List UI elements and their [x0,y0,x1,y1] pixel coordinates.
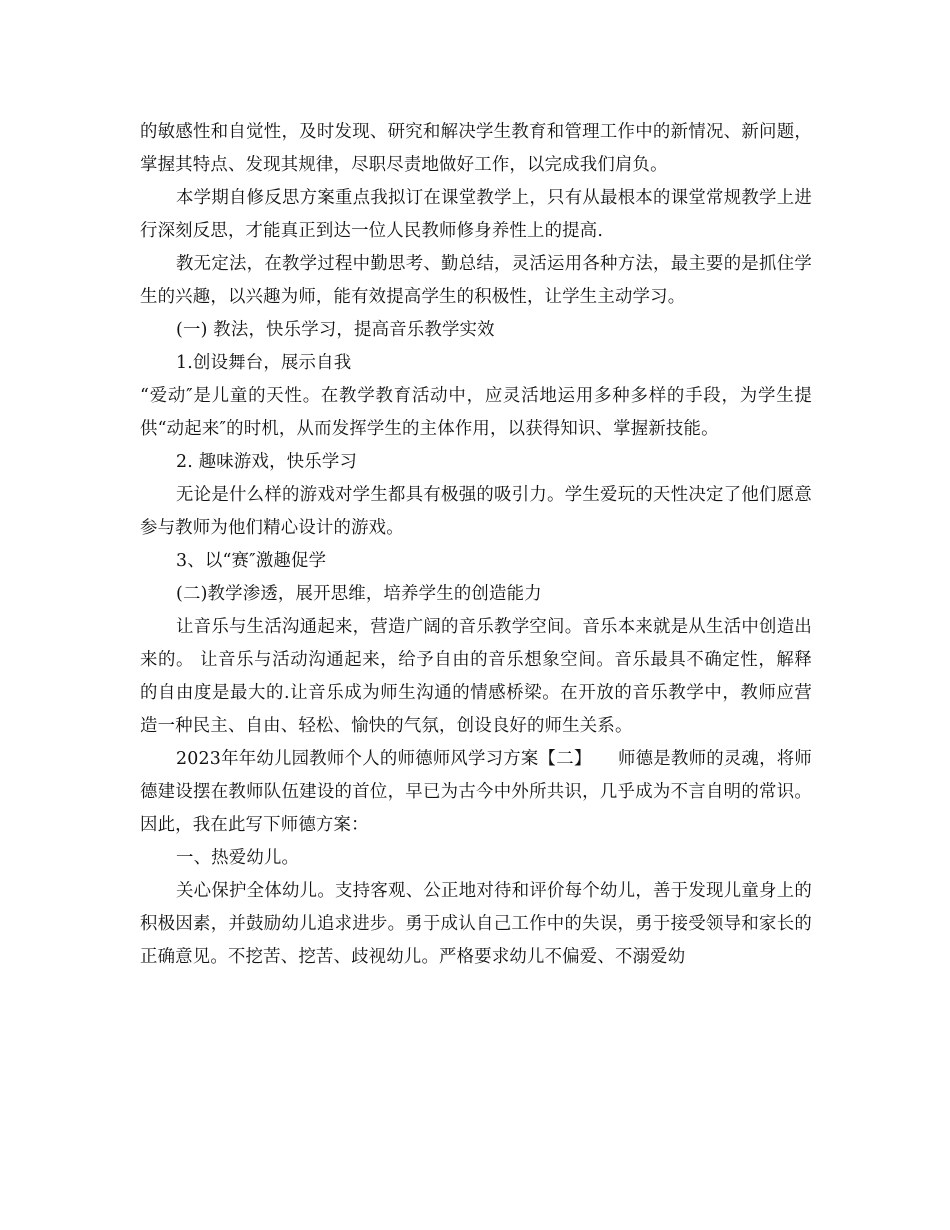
subheading-2: 2. 趣味游戏，快乐学习 [176,452,358,472]
paragraph-5: 无论是什么样的游戏对学生都具有极强的吸引力。学生爱玩的天性决定了他们愿意参与教师为他们精心设计的游戏。 [140,485,812,538]
document-body [140,116,812,974]
subheading-1: 1.创设舞台，展示自我 [176,353,352,373]
paragraph-8: 关心保护全体幼儿。支持客观、公正地对待和评价每个幼儿，善于发现儿童身上的积极因素，并鼓励幼儿追求进步。勇于成认自己工作中的失误，勇于接受领导和家长的正确意见。不挖苦、挖苦、歧视幼儿。严格要求幼儿不偏爱、不溺爱幼 [140,881,812,967]
paragraph-7: 2023年年幼儿园教师个人的师德师风学习方案【二】 师德是教师的灵魂，将师德建设摆在教师队伍建设的首位，早已为古今中外所共识，几乎成为不言自明的常识。因此，我在此写下师德方案： [140,749,812,835]
paragraph-6: 让音乐与生活沟通起来，营造广阔的音乐教学空间。音乐本来就是从生活中创造出来的。 让音乐与活动沟通起来，给予自由的音乐想象空间。音乐最具不确定性，解释的自由度是最大的.让音乐成为师生沟通的情感桥梁。在开放的音乐教学中，教师应营造一种民主、自由、轻松、愉快的气氛，创设良好的师生关系。 [140,617,812,736]
paragraph-3: 教无定法，在教学过程中勤思考、勤总结，灵活运用各种方法，最主要的是抓住学生的兴趣，以兴趣为师，能有效提高学生的积极性，让学生主动学习。 [140,254,812,307]
paragraph-1: 的敏感性和自觉性，及时发现、研究和解决学生教育和管理工作中的新情况、新问题，掌握其特点、发现其规律，尽职尽责地做好工作，以完成我们肩负。 [140,122,812,175]
subheading-3: 3、以“赛″激趣促学 [176,551,327,571]
section-heading-3: 一、热爱幼儿。 [176,848,300,868]
section-heading-2: (二)教学渗透，展开思维，培养学生的创造能力 [176,584,542,604]
paragraph-2: 本学期自修反思方案重点我拟订在课堂教学上，只有从最根本的课堂常规教学上进行深刻反思，才能真正到达一位人民教师修身养性上的提高. [140,188,812,241]
paragraph-4: “爱动″是儿童的天性。在教学教育活动中，应灵活地运用多种多样的手段，为学生提供“动起来″的时机，从而发挥学生的主体作用，以获得知识、掌握新技能。 [140,386,812,439]
section-heading-1: (一) 教法，快乐学习，提高音乐教学实效 [176,320,495,340]
